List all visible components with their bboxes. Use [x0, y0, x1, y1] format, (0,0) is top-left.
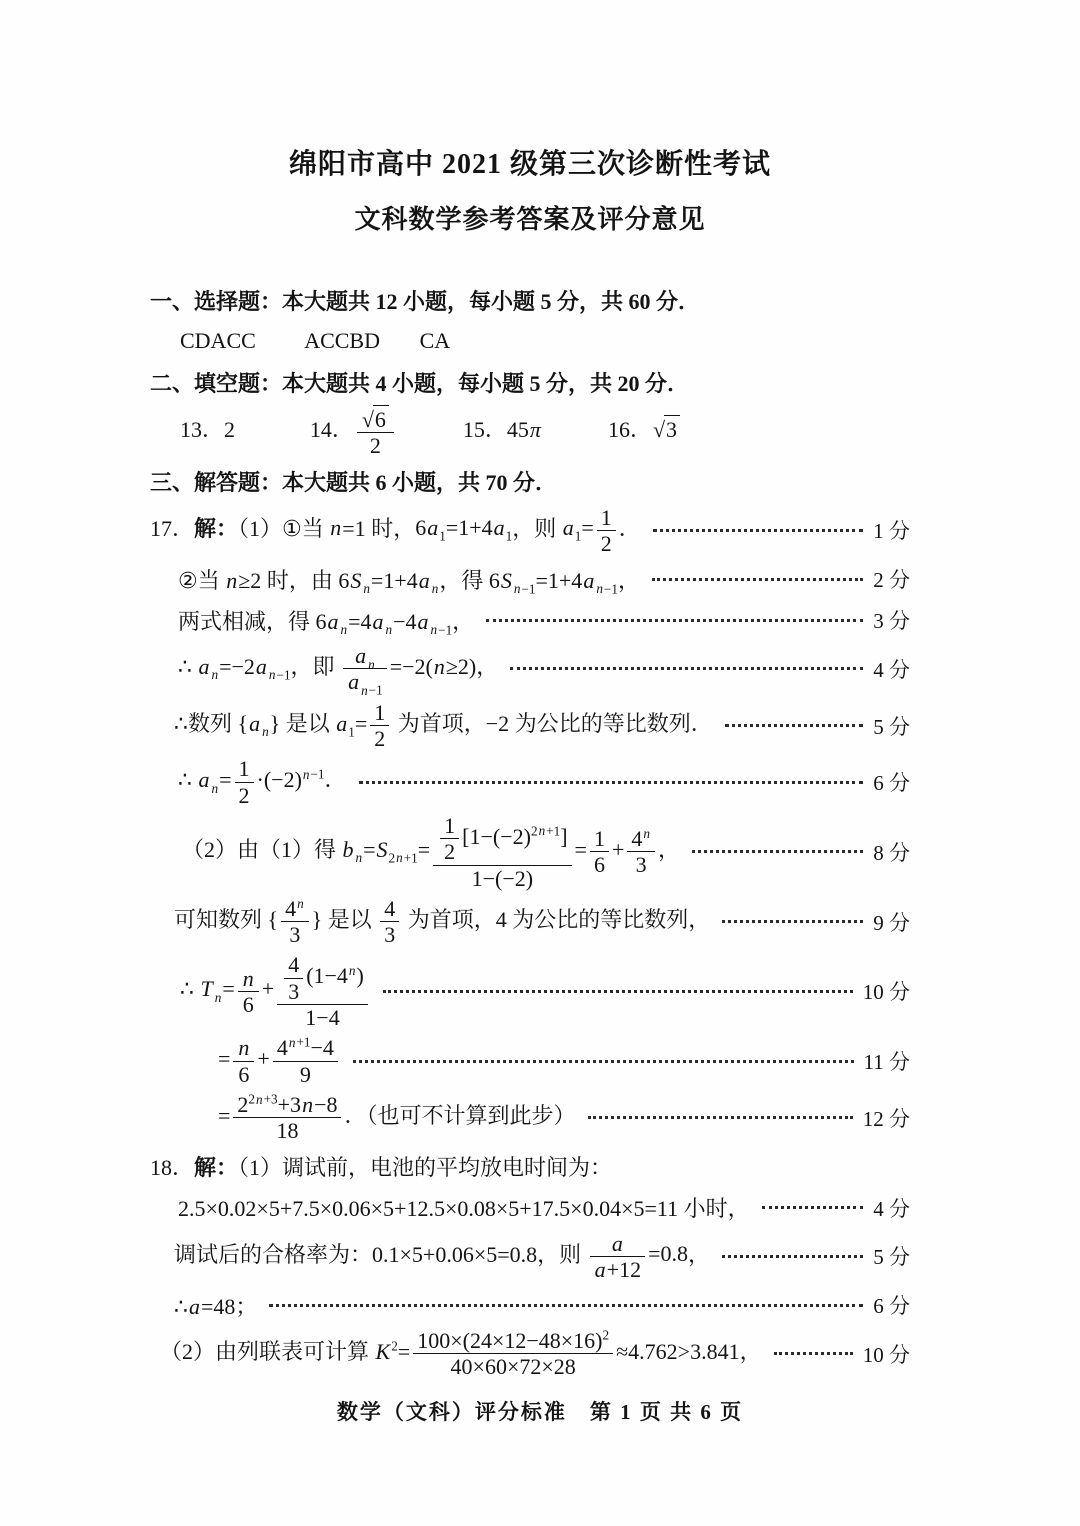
- q18-intro: [150, 1149, 910, 1185]
- text-run: ，: [739, 1338, 762, 1364]
- score-mark: 9 分: [873, 910, 910, 935]
- fill-section-heading: [150, 364, 910, 400]
- fraction: $\frac{4^{n+1}-4}{9}$: [273, 1035, 338, 1087]
- text-run: （2）由（1）得: [182, 836, 342, 862]
- score-mark: 8 分: [873, 840, 910, 865]
- fraction: $\frac{1}{2}$: [597, 505, 616, 557]
- math-expression: ∴ a $_n$=−2a $_{n-1}$: [178, 654, 291, 683]
- choice-section-heading: [150, 282, 910, 318]
- text-run: 二、填空题：: [150, 370, 283, 396]
- text-run: 为首项，: [392, 710, 486, 736]
- fraction: $\frac{4}{3}$: [284, 952, 303, 1004]
- score-mark: 1 分: [873, 519, 910, 544]
- fill-answers: [150, 405, 910, 459]
- dotted-leader: [510, 667, 863, 670]
- text-run: ，则: [512, 515, 562, 541]
- text-run: 14．: [309, 416, 354, 442]
- text-run: 本大题共 4 小题，每小题 5 分，共 20 分．: [282, 370, 690, 396]
- math-expression: −2: [485, 710, 510, 736]
- dotted-leader: [383, 990, 853, 993]
- text-run: 时，: [365, 515, 416, 541]
- dotted-leader: [762, 1206, 864, 1209]
- q17-step-4: [150, 643, 910, 698]
- math-expression: 6S $_{n-1}$=1+4a $_{n-1}$: [488, 567, 618, 597]
- document-title: 绵阳市高中 2021 级第三次诊断性考试: [288, 149, 771, 180]
- q17-step-9: [150, 952, 910, 1030]
- math-expression: [377, 895, 402, 948]
- dotted-leader: [722, 1255, 863, 1258]
- choice-answers: [150, 323, 910, 359]
- math-expression: = $\frac{n}{6}$ + $\frac{4^{n+1}-4}{9}$: [218, 1046, 341, 1071]
- q18-step-10: [150, 1328, 910, 1380]
- math-expression: $K^2=$ $\frac{100\times(24\times 12-48\times 16)^2}{40\times 60\times 72\times 28}$ ≈4.762>3.841: [375, 1327, 740, 1380]
- text-run: ，: [452, 608, 475, 634]
- fraction: $\frac{4}{3}$ $(1-4^n)$ 1−4: [277, 952, 368, 1030]
- text-run: ，: [688, 1241, 711, 1267]
- dotted-leader: [486, 619, 863, 622]
- score-mark: 6 分: [873, 1294, 910, 1319]
- dotted-leader: [353, 1060, 854, 1063]
- solve-section-heading: [150, 464, 910, 500]
- text-run: ②当: [178, 567, 226, 593]
- text-run: （1）①当: [238, 515, 330, 541]
- text-run: ACCBD: [304, 328, 380, 353]
- score-mark: 3 分: [873, 609, 910, 634]
- dotted-leader: [725, 724, 864, 727]
- text-run: CDACC: [180, 328, 256, 353]
- q17-step-7: [150, 813, 910, 891]
- math-expression: n≥2: [226, 567, 262, 593]
- math-expression: = $\frac{2^{2n+3}+3n-8}{18}$: [218, 1103, 344, 1128]
- page-footer: 数学（文科）评分标准 第 1 页 共 6 页: [336, 1400, 744, 1424]
- math-expression: 0.1×5+0.06×5=0.8: [372, 1241, 538, 1267]
- text-run: CA: [419, 328, 451, 353]
- q17-step-6: [150, 756, 910, 808]
- square-root: √ 3: [653, 415, 680, 443]
- math-expression: { $\frac{4^n}{3}$ }: [267, 895, 323, 948]
- text-run: 15．: [462, 416, 507, 442]
- dotted-leader: [588, 1116, 853, 1119]
- text-run: ，: [617, 567, 640, 593]
- text-run: 18．: [150, 1155, 195, 1181]
- score-mark: 4 分: [873, 1196, 910, 1221]
- math-expression: $6a_1=1+4a_1$: [415, 515, 513, 544]
- score-mark: 5 分: [873, 714, 910, 739]
- text-run: 小时，: [678, 1196, 750, 1222]
- fraction: $\frac{a _n}{a _{n-1}}$: [343, 643, 387, 695]
- fraction: $\frac{a}{a+12}$: [590, 1231, 645, 1283]
- fraction: $\frac{1}{2}$: [235, 756, 254, 808]
- text-run: 为首项，4 为公比的等比数列，: [402, 906, 711, 932]
- text-run: 三、解答题：: [150, 470, 283, 496]
- dotted-leader: [692, 850, 863, 853]
- fraction: √ 6 2: [357, 405, 394, 459]
- score-mark: 11 分: [863, 1050, 910, 1075]
- fraction: $\frac{100\times(24\times 12-48\times 16)^2}{40\times 60\times 72\times 28}$: [413, 1328, 613, 1380]
- text-run: 17．: [150, 515, 195, 541]
- q18-step-4: [150, 1190, 910, 1226]
- q17-step-8: [150, 896, 910, 948]
- fraction: $\frac{1}{2}$ $[1-(-2)^{2n+1}]$ 1−(−2): [433, 813, 571, 891]
- score-mark: 10 分: [862, 980, 910, 1005]
- math-expression: 2.5×0.02×5+7.5×0.06×5+12.5×0.08×5+17.5×0.04×5=11: [178, 1196, 679, 1222]
- fraction: $\frac{4}{3}$: [380, 896, 399, 948]
- q18-step-5: [150, 1231, 910, 1283]
- text-run: ．: [618, 515, 641, 541]
- fraction: $\frac{n}{6}$: [238, 966, 259, 1018]
- math-expression: [354, 407, 397, 459]
- text-run: ∴数列: [174, 710, 238, 736]
- q18-step-6: [150, 1287, 910, 1323]
- text-run: 13．2: [180, 416, 236, 442]
- text-run: （2）由列联表可计算: [160, 1338, 375, 1364]
- text-run: ，得: [439, 567, 489, 593]
- fraction: $\frac{n}{6}$: [233, 1035, 254, 1087]
- fraction: $\frac{1}{2}$: [440, 813, 459, 865]
- score-mark: 4 分: [873, 657, 910, 682]
- score-mark: 10 分: [862, 1342, 910, 1367]
- math-expression: $\frac{a _n}{a _{n-1}}$ =−2(n≥2): [340, 654, 476, 679]
- text-run: （1）调试前，电池的平均放电时间为：: [238, 1155, 613, 1181]
- score-mark: 2 分: [873, 568, 910, 593]
- text-run: ，: [476, 654, 499, 680]
- solution-content: [150, 282, 910, 1380]
- document-subtitle: 文科数学参考答案及评分意见: [354, 205, 706, 234]
- text-run: 解：: [194, 515, 239, 541]
- math-expression: [652, 417, 681, 442]
- math-expression: ∴a=48: [174, 1293, 236, 1319]
- text-run: 解：: [194, 1155, 239, 1181]
- dotted-leader: [774, 1352, 853, 1355]
- math-expression: b $_n=S_{2n+1}=$ $\frac{1}{2}$ $[1-(-2)^{2n+1}]$ 1−(−2) = $\frac{1}{6}$ + $\frac{4^n}{3}$: [342, 837, 658, 862]
- text-run: ，则: [537, 1241, 587, 1267]
- q17-step-3: [150, 602, 910, 638]
- fraction: $\frac{1}{2}$: [370, 700, 389, 752]
- text-run: 调试后的合格率为：: [174, 1241, 373, 1267]
- fraction: $\frac{4^n}{3}$: [627, 826, 655, 878]
- math-expression: $a_1=$ $\frac{1}{2}$: [562, 515, 619, 540]
- text-run: ，即: [290, 654, 341, 680]
- text-run: 时，由: [261, 567, 339, 593]
- math-expression: 6S $_n$=1+4a $_n$: [338, 567, 439, 597]
- math-expression: ∴ a $_n$= $\frac{1}{2}$ $\cdot(-2)^{n-1}$: [178, 756, 325, 808]
- text-run: ．（也可不计算到此步）: [344, 1102, 576, 1128]
- score-mark: 5 分: [873, 1245, 910, 1270]
- q17-step-10: [150, 1035, 910, 1087]
- text-run: 为公比的等比数列．: [509, 710, 713, 736]
- fraction: $\frac{4^n}{3}$: [281, 896, 309, 948]
- text-run: ；: [235, 1293, 258, 1319]
- score-mark: 6 分: [873, 771, 910, 796]
- math-expression: {a $_n$}: [237, 710, 281, 740]
- text-run: ，: [657, 836, 680, 862]
- dotted-leader: [722, 920, 863, 923]
- q17-step-1: [150, 505, 910, 557]
- q17-step-5: [150, 700, 910, 752]
- text-run: 可知数列: [174, 906, 268, 932]
- q17-step-11: [150, 1092, 910, 1144]
- math-expression: $\frac{a}{a+12}$ =0.8: [587, 1241, 688, 1266]
- q17-step-2: [150, 561, 910, 597]
- math-expression: n=1: [330, 515, 366, 541]
- text-run: ．: [324, 767, 347, 793]
- score-mark: 12 分: [862, 1106, 910, 1131]
- text-run: 本大题共 12 小题，每小题 5 分，共 60 分．: [282, 288, 701, 314]
- text-run: 是以: [280, 710, 336, 736]
- math-expression: 6a $_n$=4a $_n$−4a $_{n-1}$: [315, 608, 453, 638]
- fraction: $\frac{1}{6}$: [590, 826, 609, 878]
- text-run: 一、选择题：: [150, 288, 283, 314]
- dotted-leader: [652, 578, 863, 581]
- text-run: 是以: [322, 906, 378, 932]
- text-run: 16．: [607, 416, 652, 442]
- math-expression: ∴ T $_n$= $\frac{n}{6}$ + $\frac{4}{3}$ $(1-4^n)$ 1−4: [180, 976, 371, 1001]
- text-run: 本大题共 6 小题，共 70 分．: [282, 470, 558, 496]
- text-run: 两式相减，得: [178, 608, 316, 634]
- dotted-leader: [653, 529, 863, 532]
- dotted-leader: [269, 1304, 863, 1307]
- dotted-leader: [359, 781, 864, 784]
- fraction: $\frac{2^{2n+3}+3n-8}{18}$: [233, 1092, 341, 1144]
- math-expression: $a_1=$ $\frac{1}{2}$: [335, 711, 392, 736]
- math-expression: 45π: [506, 416, 541, 442]
- square-root: √ 6: [362, 405, 389, 432]
